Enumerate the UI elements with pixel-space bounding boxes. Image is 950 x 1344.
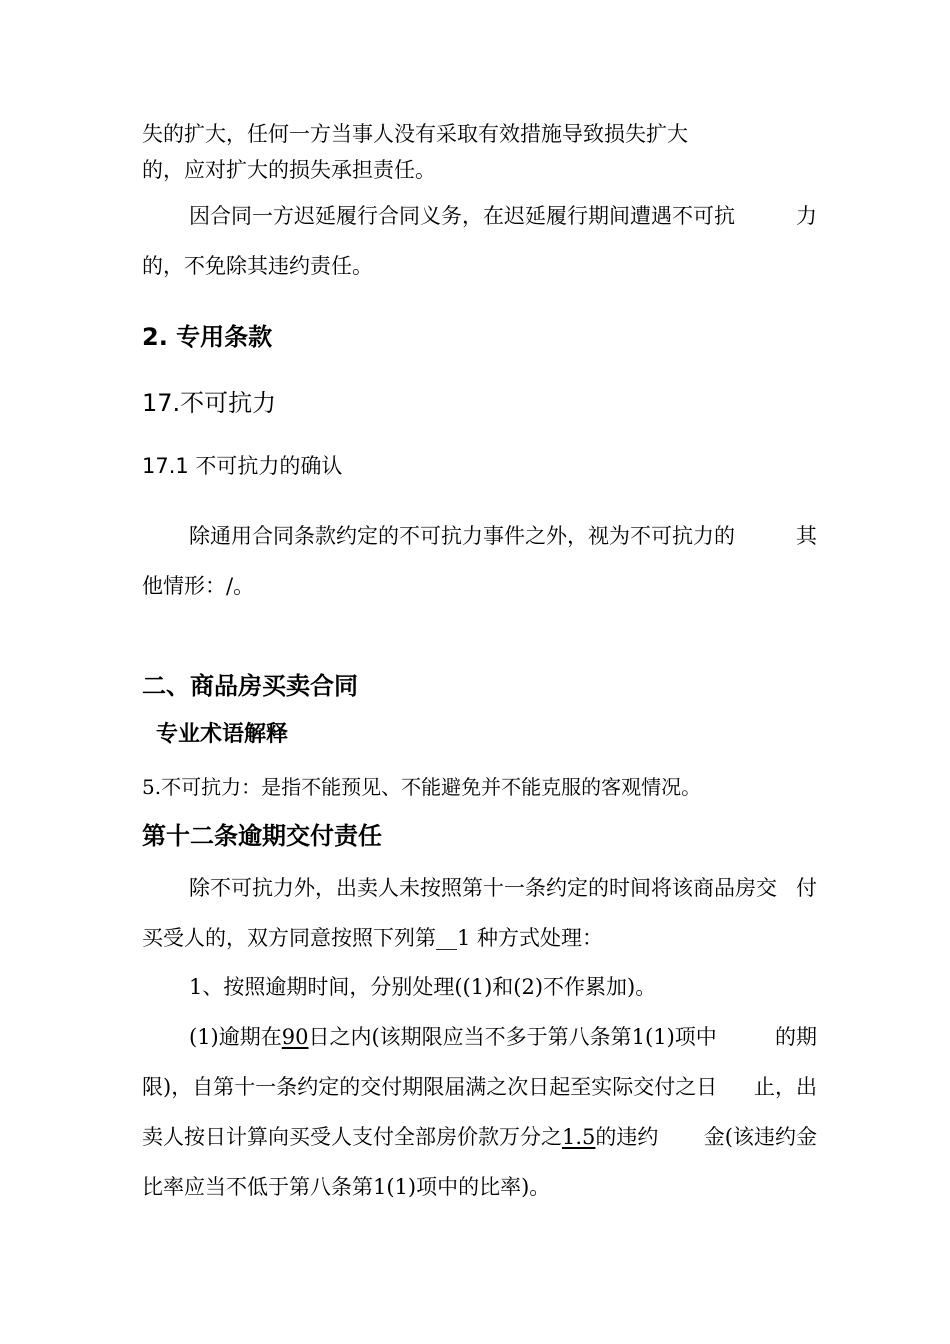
paragraph-text: 日之内(该期限应当不多于第八条第1(1)项中: [308, 1025, 717, 1049]
paragraph-text: 其: [796, 524, 817, 548]
heading-special-clauses: 2. 专用条款: [142, 323, 273, 351]
paragraph-text: 买受人的，双方同意按照下列第: [142, 926, 436, 950]
paragraph-text: 除通用合同条款约定的不可抗力事件之外，视为不可抗力的: [189, 524, 735, 548]
paragraph-text: 的违约: [595, 1125, 659, 1149]
paragraph-text: 力: [796, 204, 817, 228]
heading-force-majeure: 17.不可抗力: [142, 389, 277, 417]
list-item: 1、按照逾期时间，分别处理((1)和(2)不作累加)。: [189, 975, 657, 999]
method-number-field: __1: [436, 926, 471, 950]
heading-force-majeure-confirmation: 17.1 不可抗力的确认: [142, 454, 343, 478]
paragraph-text: [189, 1023, 717, 1051]
paragraph-line: [189, 874, 817, 902]
paragraph-line: 他情形：/。: [142, 574, 255, 598]
paragraph-line: [142, 924, 603, 952]
paragraph-text: 卖人按日计算向买受人支付全部房价款万分之: [142, 1125, 562, 1149]
paragraph-line: 的，不免除其违约责任。: [142, 254, 373, 278]
heading-article-12: 第十二条逾期交付责任: [142, 822, 382, 850]
paragraph-line: [142, 1073, 817, 1101]
days-field: 90: [281, 1025, 309, 1049]
paragraph-line: 的，应对扩大的损失承担责任。: [142, 158, 436, 182]
penalty-rate-field: 1.5: [562, 1125, 596, 1149]
heading-section-two: 二、商品房买卖合同: [142, 672, 358, 700]
paragraph-text: 种方式处理：: [470, 926, 604, 950]
paragraph-line: 失的扩大，任何一方当事人没有采取有效措施导致损失扩大: [142, 122, 688, 146]
paragraph-text: 付: [796, 876, 817, 900]
paragraph-line: [142, 1123, 817, 1151]
paragraph-text: 因合同一方迟延履行合同义务，在迟延履行期间遭遇不可抗: [189, 204, 735, 228]
paragraph-line: [189, 1023, 817, 1051]
paragraph-text: (1)逾期在: [189, 1025, 282, 1049]
paragraph-line: [189, 202, 817, 230]
paragraph-text: 金(该违约金: [703, 1125, 817, 1149]
heading-terms: 专业术语解释: [156, 722, 289, 747]
paragraph-text: 限)，自第十一条约定的交付期限届满之次日起至实际交付之日: [142, 1075, 718, 1099]
paragraph-text: 止，出: [754, 1075, 817, 1099]
paragraph-text: 的期: [775, 1025, 817, 1049]
paragraph-line: 比率应当不低于第八条第1(1)项中的比率)。: [142, 1175, 551, 1199]
paragraph-text: [142, 1123, 658, 1151]
paragraph-text: 除不可抗力外，出卖人未按照第十一条约定的时间将该商品房交: [189, 876, 777, 900]
term-definition: 5.不可抗力：是指不能预见、不能避免并不能克服的客观情况。: [142, 775, 702, 799]
paragraph-line: [189, 522, 817, 550]
